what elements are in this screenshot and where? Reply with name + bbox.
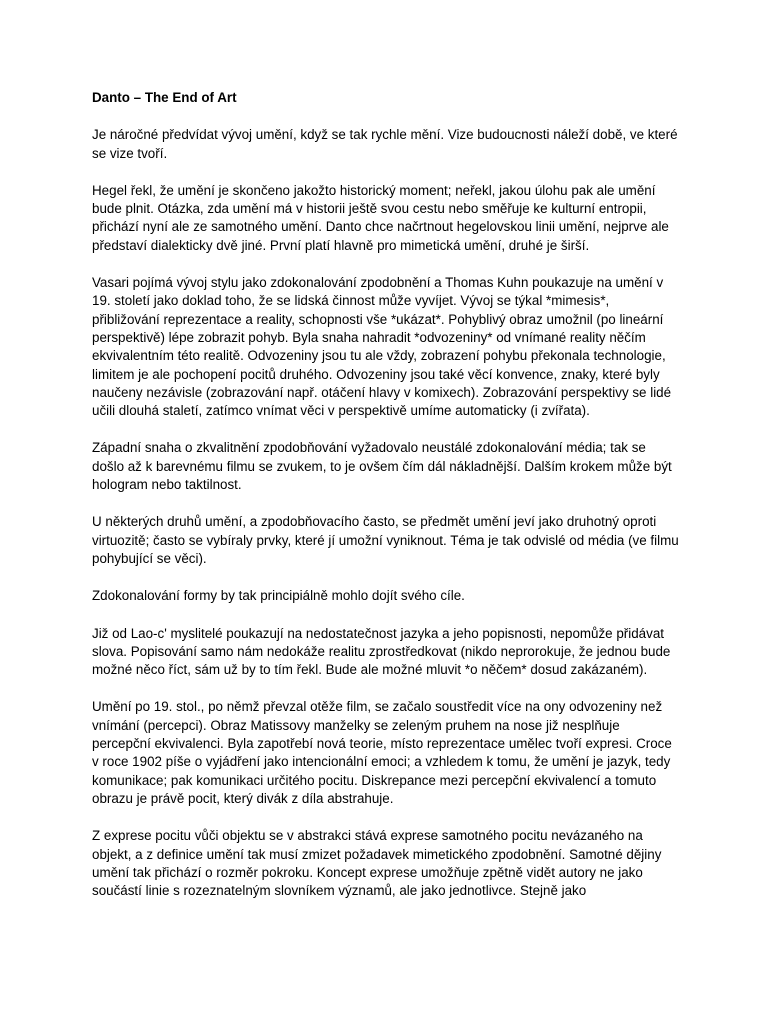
paragraph-6: Zdokonalování formy by tak principiálně mohlo dojít svého cíle. — [92, 588, 465, 604]
paragraph-5: U některých druhů umění, a zpodobňovacího často, se předmět umění jeví jako druhotný oproti virtuozitě; často se vybíraly prvky, které jí umožní vyniknout. Téma je tak odvislé od média (ve filmu pohybující se věci). — [92, 514, 679, 566]
paragraph-1: Je náročné předvídat vývoj umění, když se tak rychle mění. Vize budoucnosti náleží době, ve které se vize tvoří. — [92, 127, 678, 161]
paragraph-8: Umění po 19. stol., po němž převzal otěže film, se začalo soustředit více na ony odvozeniny než vnímání (percepci). Obraz Matissovy manželky se zeleným pruhem na nose již nesplňuje percepční ekvivalenci. Byla zapotřebí nová teorie, místo reprezentace umělec tvoří expresi. Croce v roce 1902 píše o vyjádření jako intencionální emoci; a vzhledem k tomu, že umění je jazyk, tedy komunikace; pak komunikaci určitého pocitu. Diskrepance mezi percepční ekvivalencí a tomuto obrazu je právě pocit, který divák z díla abstrahuje. — [92, 699, 672, 806]
paragraph-3: Vasari pojímá vývoj stylu jako zdokonalování zpodobnění a Thomas Kuhn poukazuje na umění v 19. století jako doklad toho, že se lidská činnost může vyvíjet. Vývoj se týkal *mimesis*, přibližování reprezentace a reality, schopnosti vše *ukázat*. Pohyblivý obraz umožnil (po lineární perspektivě) lépe zobrazit pohyb. Byla snaha nahradit *odvozeniny* od vnímané reality něčím ekvivalentním této realitě. Odvozeniny jsou tu ale vždy, zobrazení pohybu překonala technologie, limitem je ale pochopení pocitů druhého. Odvozeniny jsou také věcí konvence, znaky, které byly naučeny nezávisle (zobrazování např. otáčení hlavy v komixech). Zobrazování perspektivy se lidé učili dlouhá staletí, zatímco vnímat věci v perspektivě umíme automaticky (i zvířata). — [92, 275, 672, 419]
document-page — [92, 89, 680, 919]
document-title: Danto – The End of Art — [92, 90, 237, 105]
paragraph-2: Hegel řekl, že umění je skončeno jakožto historický moment; neřekl, jakou úlohu pak ale umění bude plnit. Otázka, zda umění má v historii ještě svou cestu nebo směřuje ke kulturní entropii, přichází nyní ale ze samotného umění. Danto chce načrtnout hegelovskou linii umění, nejprve ale představí dialekticky dvě jiné. První platí hlavně pro mimetická umění, druhé je širší. — [92, 182, 669, 253]
paragraph-4: Západní snaha o zkvalitnění zpodobňování vyžadovalo neustálé zdokonalování média; tak se došlo až k barevnému filmu se zvukem, to je ovšem čím dál nákladnější. Dalším krokem může být hologram nebo taktilnost. — [92, 440, 672, 493]
paragraph-9: Z exprese pocitu vůči objektu se v abstrakci stává exprese samotného pocitu nevázaného na objekt, a z definice umění tak musí zmizet požadavek mimetického zpodobnění. Samotné dějiny umění tak přichází o rozměr pokroku. Koncept exprese umožňuje zpětně vidět autory ne jako součástí linie s rozeznatelným slovníkem významů, ale jako jednotlivce. Stejně jako — [92, 828, 662, 899]
paragraph-7: Již od Lao-c' myslitelé poukazují na nedostatečnost jazyka a jeho popisnosti, nepomůže přidávat slova. Popisování samo nám nedokáže realitu zprostředkovat (nikdo neprorokuje, že jednou bude možné něco říct, sám už by to tím řekl. Bude ale možné mluvit *o něčem* dosud zakázaném). — [92, 625, 671, 678]
